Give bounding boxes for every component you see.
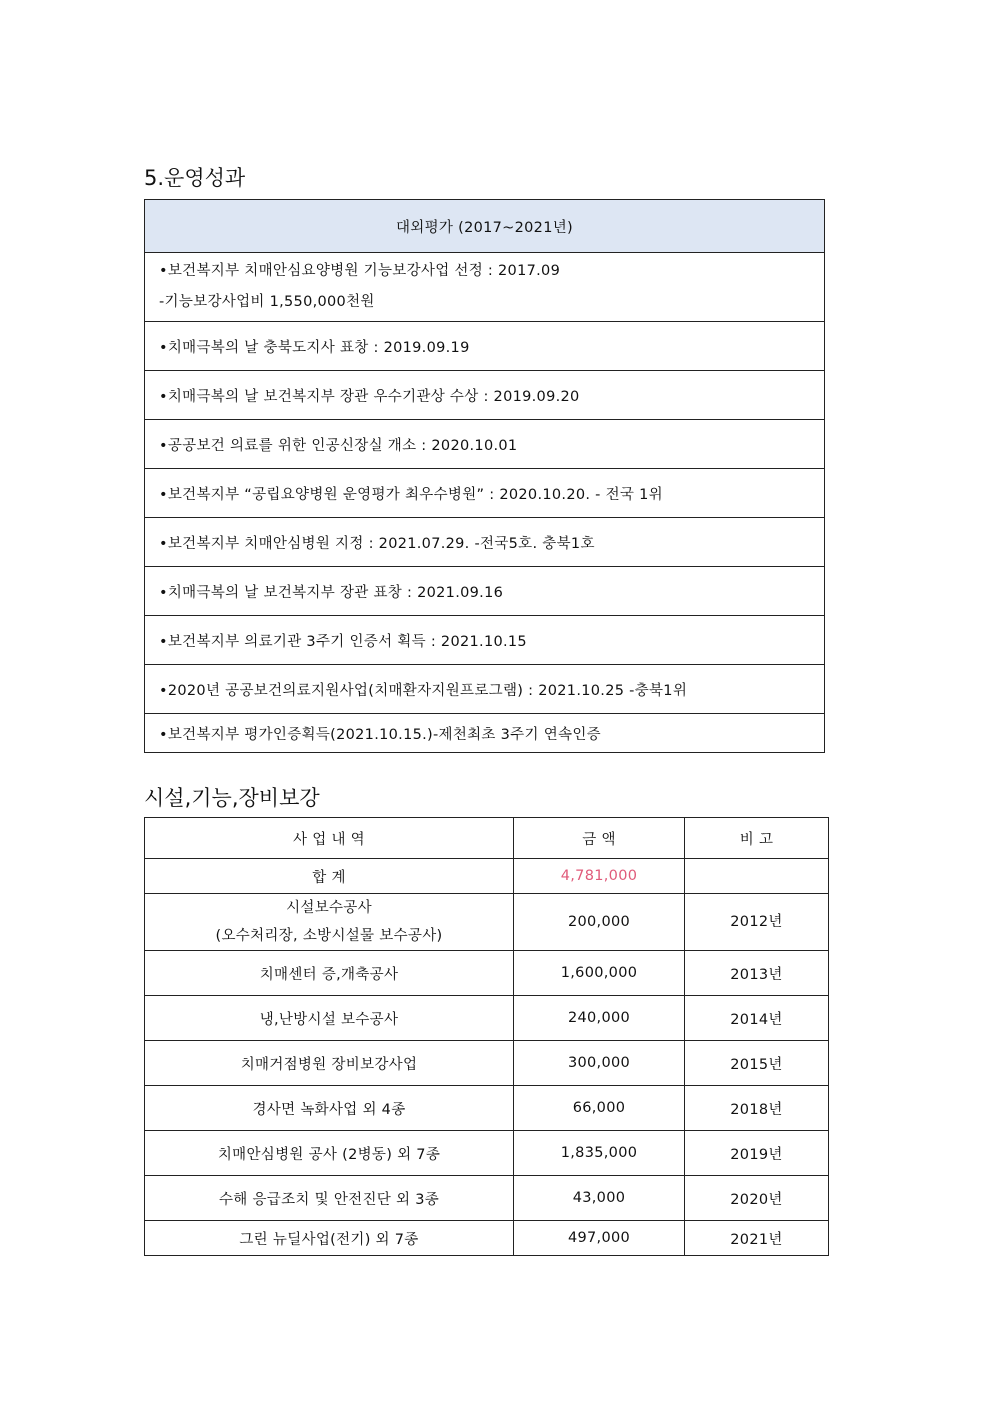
note-cell: 2012년: [685, 894, 829, 951]
note-cell: 2019년: [685, 1131, 829, 1176]
header-item: 사 업 내 역: [145, 818, 514, 859]
item-cell: 그린 뉴딜사업(전기) 외 7종: [145, 1221, 514, 1256]
table-row: [145, 469, 825, 518]
total-label: 합 계: [145, 859, 514, 894]
table-row: [145, 714, 825, 753]
table-cell: •치매극복의 날 보건복지부 장관 우수기관상 수상 : 2019.09.20: [145, 371, 825, 420]
amount-cell: 1,600,000: [514, 951, 685, 996]
amount-cell: 1,835,000: [514, 1131, 685, 1176]
table-row: [145, 253, 825, 322]
table-row: [145, 371, 825, 420]
total-row: [145, 859, 829, 894]
note-cell: 2021년: [685, 1221, 829, 1256]
row-subtext: -기능보강사업비 1,550,000천원: [159, 294, 375, 310]
amount-cell: 66,000: [514, 1086, 685, 1131]
amount-cell: 240,000: [514, 996, 685, 1041]
table-cell: •보건복지부 치매안심병원 지정 : 2021.07.29. -전국5호. 충북1호: [145, 518, 825, 567]
table-row: [145, 996, 829, 1041]
item-cell: 수해 응급조치 및 안전진단 외 3종: [145, 1176, 514, 1221]
table-header: 대외평가 (2017~2021년): [145, 200, 825, 253]
table-cell: •치매극복의 날 충북도지사 표창 : 2019.09.19: [145, 322, 825, 371]
amount-cell: 497,000: [514, 1221, 685, 1256]
table-cell: •보건복지부 “공립요양병원 운영평가 최우수병원” : 2020.10.20. - 전국 1위: [145, 469, 825, 518]
table-cell: •보건복지부 평가인증획득(2021.10.15.)-제천최초 3주기 연속인증: [145, 714, 825, 753]
table-row: [145, 420, 825, 469]
table-cell: [145, 253, 825, 322]
table-row: [145, 1221, 829, 1256]
total-amount: 4,781,000: [514, 859, 685, 894]
table-header-row: [145, 818, 829, 859]
section-title-facility: 시설,기능,장비보강: [144, 786, 320, 810]
note-cell: 2013년: [685, 951, 829, 996]
item-cell: 치매센터 증,개축공사: [145, 951, 514, 996]
external-evaluation-table: [144, 199, 825, 753]
table-cell: •2020년 공공보건의료지원사업(치매환자지원프로그램) : 2021.10.25 -충북1위: [145, 665, 825, 714]
section-title-performance: 5.운영성과: [144, 166, 246, 190]
table-row: [145, 951, 829, 996]
amount-cell: 43,000: [514, 1176, 685, 1221]
header-amount: 금 액: [514, 818, 685, 859]
table-row: [145, 616, 825, 665]
item-cell: 치매거점병원 장비보강사업: [145, 1041, 514, 1086]
note-cell: 2015년: [685, 1041, 829, 1086]
note-cell: 2020년: [685, 1176, 829, 1221]
total-note: [685, 859, 829, 894]
table-cell: •보건복지부 의료기관 3주기 인증서 획득 : 2021.10.15: [145, 616, 825, 665]
table-row: [145, 322, 825, 371]
item-subtext: (오수처리장, 소방시설물 보수공사): [215, 928, 443, 944]
amount-cell: 300,000: [514, 1041, 685, 1086]
table-row: [145, 1176, 829, 1221]
header-note: 비 고: [685, 818, 829, 859]
item-cell: [145, 894, 514, 951]
table-row: [145, 518, 825, 567]
table-cell: •치매극복의 날 보건복지부 장관 표창 : 2021.09.16: [145, 567, 825, 616]
item-text: 시설보수공사: [286, 900, 372, 916]
table-row: [145, 665, 825, 714]
note-cell: 2014년: [685, 996, 829, 1041]
note-cell: 2018년: [685, 1086, 829, 1131]
table-row: [145, 894, 829, 951]
row-text: •보건복지부 치매안심요양병원 기능보강사업 선정 : 2017.09: [159, 263, 561, 279]
item-cell: 냉,난방시설 보수공사: [145, 996, 514, 1041]
item-cell: 치매안심병원 공사 (2병동) 외 7종: [145, 1131, 514, 1176]
table-row: [145, 567, 825, 616]
table-row: [145, 1086, 829, 1131]
table-row: [145, 1041, 829, 1086]
facility-reinforcement-table: [144, 817, 829, 1256]
table-row: [145, 1131, 829, 1176]
item-cell: 경사면 녹화사업 외 4종: [145, 1086, 514, 1131]
amount-cell: 200,000: [514, 894, 685, 951]
table-cell: •공공보건 의료를 위한 인공신장실 개소 : 2020.10.01: [145, 420, 825, 469]
